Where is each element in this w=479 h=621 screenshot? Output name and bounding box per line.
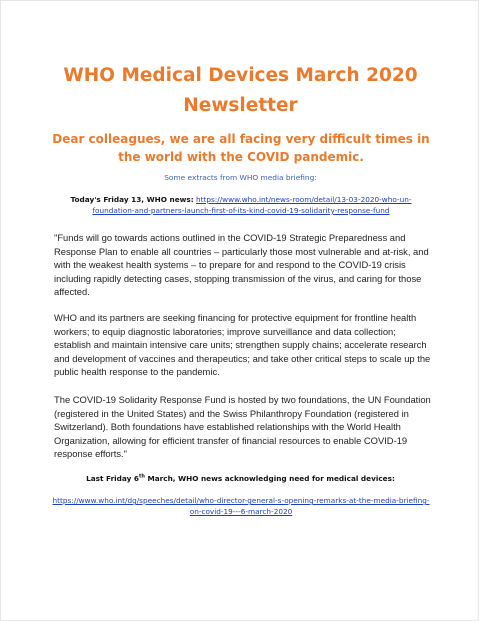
- newsletter-title-line2: Newsletter: [183, 95, 298, 116]
- last-friday-label-sup: th: [138, 473, 145, 480]
- last-friday-label-start: Last Friday 6: [86, 474, 139, 483]
- last-friday-link-wrap: [51, 495, 431, 517]
- today-news-link[interactable]: https://www.who.int/news-room/detail/13-03-2020-who-un-foundation-and-partners-launch-first-of-its-kind-covid-19-solidarity-response-fund: [92, 195, 412, 215]
- today-news-item: [61, 194, 421, 216]
- quote-paragraph-3: The COVID-19 Solidarity Response Fund is hosted by two foundations, the UN Foundation (registered in the United States) and the Swiss Philanthropy Foundation (registered in Switzerland). Both foundations have established relationships with the World Health Organization, allowing for efficient transfer of financial resources to enable COVID-19 response efforts.": [54, 394, 431, 460]
- greeting-text: Dear colleagues, we are all facing very difficult times in the world with the COVID pandemic.: [52, 132, 430, 164]
- last-friday-link[interactable]: https://www.who.int/dg/speeches/detail/who-director-general-s-opening-remarks-at-the-media-briefing-on-covid-19---6-march-2020: [52, 496, 430, 516]
- today-news-label: Today's Friday 13, WHO news:: [70, 195, 194, 204]
- quote-paragraph-2: WHO and its partners are seeking financing for protective equipment for frontline health workers; to equip diagnostic laboratories; improve surveillance and data collection; establish and maintain intensive care units; strengthen supply chains; accelerate research and development of vaccines and therapeutics; and take other critical steps to scale up the public health response to the pandemic.: [54, 312, 431, 378]
- newsletter-title-line1: WHO Medical Devices March 2020: [63, 65, 418, 86]
- extracts-note: Some extracts from WHO media briefing:: [164, 173, 317, 182]
- last-friday-label: [1, 473, 479, 484]
- last-friday-label-end: March, WHO news acknowledging need for medical devices:: [144, 474, 395, 483]
- quote-paragraph-1: "Funds will go towards actions outlined in the COVID-19 Strategic Preparedness and Response Plan to enable all countries – particularly those most vulnerable and at-risk, and with the weakest health systems – to prepare for and respond to the COVID-19 crisis including rapidly detecting cases, stopping transmission of the virus, and caring for those affected.: [54, 232, 429, 298]
